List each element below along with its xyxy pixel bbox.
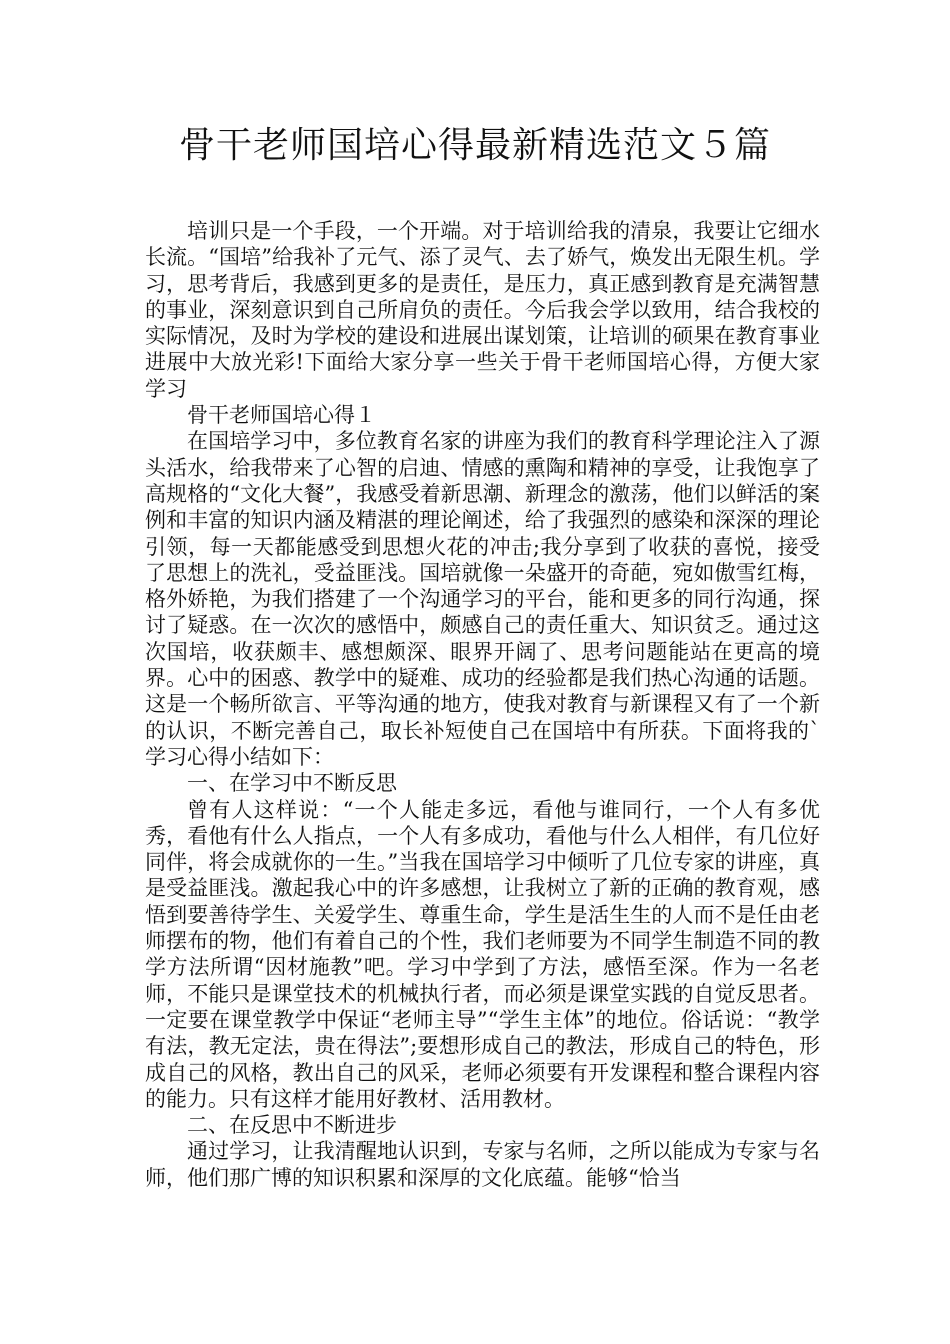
document-body xyxy=(145,218,820,1191)
body-paragraph: 在国培学习中，多位教育名家的讲座为我们的教育科学理论注入了源头活水，给我带来了心智的启迪、情感的熏陶和精神的享受，让我饱享了高规格的“文化大餐”，我感受着新思潮、新理念的激荡，他们以鲜活的案例和丰富的知识内涵及精湛的理论阐述，给了我强烈的感染和深深的理论引领，每一天都能感受到思想火花的冲击;我分享到了收获的喜悦，接受了思想上的洗礼，受益匪浅。国培就像一朵盛开的奇葩，宛如傲雪红梅，格外娇艳，为我们搭建了一个沟通学习的平台，能和更多的同行沟通，探讨了疑惑。在一次次的感悟中，颇感自己的责任重大、知识贫乏。通过这次国培，收获颇丰、感想颇深、眼界开阔了、思考问题能站在更高的境界。心中的困惑、教学中的疑难、成功的经验都是我们热心沟通的话题。这是一个畅所欲言、平等沟通的地方，使我对教育与新课程又有了一个新的认识，不断完善自己，取长补短使自己在国培中有所获。下面将我的`学习心得小结如下： xyxy=(145,429,820,769)
body-paragraph: 曾有人这样说：“一个人能走多远，看他与谁同行，一个人有多优秀，看他有什么人指点，一个人有多成功，看他与什么人相伴，有几位好同伴，将会成就你的一生。”当我在国培学习中倾听了几位专家的讲座，真是受益匪浅。激起我心中的许多感想，让我树立了新的正确的教育观，感悟到要善待学生、关爱学生、尊重生命，学生是活生生的人而不是任由老师摆布的物，他们有着自己的个性，我们老师要为不同学生制造不同的教学方法所谓“因材施教”吧。学习中学到了方法，感悟至深。作为一名老师，不能只是课堂技术的机械执行者，而必须是课堂实践的自觉反思者。一定要在课堂教学中保证“老师主导”“学生主体”的地位。俗话说：“教学有法，教无定法，贵在得法”;要想形成自己的教法，形成自己的特色，形成自己的风格，教出自己的风采，老师必须要有开发课程和整合课程内容的能力。只有这样才能用好教材、活用教材。 xyxy=(145,797,820,1111)
subsection-heading-1: 一、在学习中不断反思 xyxy=(187,771,397,796)
subsection-heading-2: 二、在反思中不断进步 xyxy=(187,1113,397,1138)
section-heading-1: 骨干老师国培心得１ xyxy=(187,403,376,428)
document-title: 骨干老师国培心得最新精选范文５篇 xyxy=(178,125,771,166)
intro-paragraph: 培训只是一个手段，一个开端。对于培训给我的清泉，我要让它细水长流。“国培”给我补了元气、添了灵气、去了娇气，焕发出无限生机。学习，思考背后，我感到更多的是责任，是压力，真正感到教育是充满智慧的事业，深刻意识到自己所肩负的责任。今后我会学以致用，结合我校的实际情况，及时为学校的建设和进展出谋划策，让培训的硕果在教育事业进展中大放光彩!下面给大家分享一些关于骨干老师国培心得，方便大家学习 xyxy=(145,219,820,401)
body-paragraph: 通过学习，让我清醒地认识到，专家与名师，之所以能成为专家与名师，他们那广博的知识积累和深厚的文化底蕴。能够“恰当 xyxy=(145,1139,820,1190)
